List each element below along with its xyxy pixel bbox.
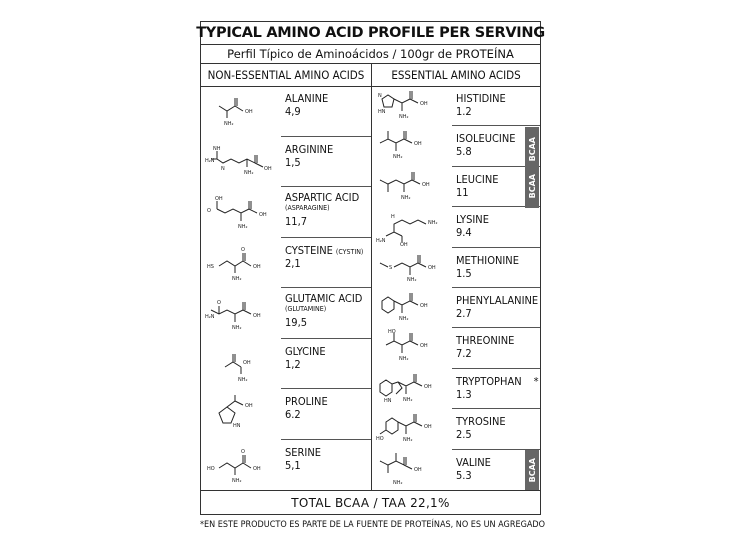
svg-text:HO: HO bbox=[388, 329, 396, 336]
svg-text:OH: OH bbox=[215, 196, 223, 202]
svg-text:H₂N: H₂N bbox=[205, 314, 215, 320]
svg-text:NH₂: NH₂ bbox=[401, 194, 411, 201]
amino-acid-value: 7.2 bbox=[456, 347, 472, 361]
svg-text:NH₂: NH₂ bbox=[399, 316, 409, 322]
amino-acid-table bbox=[196, 21, 545, 515]
svg-text:NH₂: NH₂ bbox=[224, 121, 234, 127]
non-essential-row-arginine bbox=[201, 137, 371, 188]
svg-text:HN: HN bbox=[233, 423, 241, 429]
non-essential-row-aspartic bbox=[201, 187, 371, 238]
svg-text:OH: OH bbox=[420, 343, 428, 350]
non-essential-header: NON-ESSENTIAL AMINO ACIDS bbox=[201, 63, 372, 87]
total-bcaa: TOTAL BCAA / TAA 22,1% bbox=[201, 490, 540, 515]
amino-acid-value: 1.2 bbox=[456, 105, 472, 118]
svg-text:NH₂: NH₂ bbox=[244, 169, 254, 176]
amino-acid-name: CYSTEINE (CYSTIN) bbox=[285, 243, 364, 257]
amino-acid-name: PROLINE bbox=[285, 395, 328, 408]
amino-acid-name: SERINE bbox=[285, 445, 321, 459]
svg-text:O: O bbox=[217, 300, 221, 306]
svg-text:O: O bbox=[207, 208, 211, 214]
amino-acid-value: 1,2 bbox=[285, 357, 301, 371]
svg-text:NH₂: NH₂ bbox=[232, 275, 242, 282]
isoleucine-structure-icon bbox=[376, 127, 446, 171]
svg-text:OH: OH bbox=[422, 181, 430, 188]
non-essential-row-glutamic bbox=[201, 288, 371, 339]
svg-text:HS: HS bbox=[207, 263, 214, 270]
svg-text:S: S bbox=[389, 264, 393, 271]
amino-acid-note: (GLUTAMINE) bbox=[285, 305, 327, 313]
svg-text:O: O bbox=[241, 448, 245, 455]
essential-row-tyrosine bbox=[372, 409, 540, 449]
amino-acid-value: 11,7 bbox=[285, 215, 308, 228]
amino-acid-value: 5.3 bbox=[456, 468, 472, 482]
svg-text:N: N bbox=[221, 165, 225, 172]
cysteine-structure-icon bbox=[205, 244, 275, 288]
essential-row-isoleucine bbox=[372, 126, 540, 166]
svg-text:O: O bbox=[241, 246, 245, 253]
table-title: TYPICAL AMINO ACID PROFILE PER SERVING bbox=[201, 22, 540, 45]
non-essential-row-cysteine bbox=[201, 238, 371, 289]
leucine-structure-icon bbox=[376, 168, 446, 212]
amino-acid-name: LYSINE bbox=[456, 213, 489, 227]
essential-row-phenylalanine bbox=[372, 288, 540, 328]
tryptophan-structure-icon bbox=[376, 370, 446, 414]
aspartic-structure-icon bbox=[205, 193, 275, 237]
lysine-structure-icon bbox=[376, 208, 446, 252]
svg-text:OH: OH bbox=[420, 303, 428, 309]
amino-acid-value: 11 bbox=[456, 185, 469, 199]
amino-acid-value: 2.7 bbox=[456, 307, 472, 320]
bcaa-label: BCAA bbox=[527, 137, 537, 162]
svg-text:N: N bbox=[378, 93, 382, 99]
amino-acid-note: * bbox=[533, 374, 539, 388]
svg-text:HO: HO bbox=[207, 465, 215, 472]
essential-row-threonine bbox=[372, 328, 540, 368]
table-subtitle: Perfil Típico de Aminoácidos / 100gr de PROTEÍNA bbox=[201, 44, 540, 64]
glutamic-structure-icon bbox=[205, 294, 275, 338]
amino-acid-name: VALINE bbox=[456, 455, 491, 469]
amino-acid-value: 6.2 bbox=[285, 408, 301, 421]
histidine-structure-icon bbox=[376, 87, 446, 131]
amino-acid-value: 5,1 bbox=[285, 458, 301, 472]
essential-row-leucine bbox=[372, 167, 540, 207]
svg-text:HN: HN bbox=[378, 109, 386, 115]
svg-text:NH: NH bbox=[213, 145, 221, 152]
amino-acid-value: 2,1 bbox=[285, 256, 301, 270]
essential-row-valine bbox=[372, 450, 540, 490]
phenylalanine-structure-icon bbox=[376, 289, 446, 336]
svg-text:OH: OH bbox=[245, 109, 253, 115]
tyrosine-structure-icon bbox=[376, 410, 446, 454]
svg-text:NH₂: NH₂ bbox=[403, 437, 413, 444]
amino-acid-name: PHENYLALANINE bbox=[456, 294, 539, 307]
svg-text:NH₂: NH₂ bbox=[393, 479, 403, 486]
amino-acid-name: METHIONINE bbox=[456, 253, 519, 267]
non-essential-row-proline bbox=[201, 389, 371, 440]
svg-text:OH: OH bbox=[259, 212, 267, 218]
svg-text:HN: HN bbox=[384, 397, 392, 404]
amino-acid-note: (ASPARAGINE) bbox=[285, 204, 330, 212]
svg-text:OH: OH bbox=[264, 165, 272, 172]
svg-text:NH₂: NH₂ bbox=[399, 114, 409, 120]
svg-text:NH₂: NH₂ bbox=[238, 224, 248, 230]
valine-structure-icon bbox=[376, 451, 446, 495]
svg-text:OH: OH bbox=[424, 424, 432, 431]
svg-text:OH: OH bbox=[428, 264, 436, 271]
svg-text:NH₂: NH₂ bbox=[232, 325, 242, 331]
svg-text:OH: OH bbox=[400, 242, 408, 249]
svg-text:OH: OH bbox=[253, 263, 261, 270]
svg-text:OH: OH bbox=[424, 383, 432, 390]
non-essential-row-glycine bbox=[201, 339, 371, 390]
amino-acid-value: 2.5 bbox=[456, 428, 472, 442]
amino-acid-value: 1.5 bbox=[456, 266, 472, 280]
svg-text:OH: OH bbox=[253, 465, 261, 472]
svg-text:NH₂: NH₂ bbox=[238, 376, 248, 383]
non-essential-row-serine bbox=[201, 440, 371, 491]
svg-text:OH: OH bbox=[420, 101, 428, 107]
amino-acid-name: ARGININE bbox=[285, 142, 334, 156]
bcaa-tag bbox=[525, 127, 539, 208]
essential-row-histidine bbox=[372, 86, 540, 126]
threonine-structure-icon bbox=[376, 329, 446, 373]
amino-acid-name: ASPARTIC ACID (ASPARAGINE) bbox=[285, 191, 360, 212]
alanine-structure-icon bbox=[205, 92, 275, 136]
svg-text:OH: OH bbox=[245, 403, 253, 409]
amino-acid-name: TRYPTOPHAN * bbox=[456, 374, 539, 388]
svg-text:OH: OH bbox=[243, 359, 251, 366]
amino-acid-value: 1,5 bbox=[285, 155, 301, 169]
svg-text:OH: OH bbox=[414, 141, 422, 148]
bcaa-label: BCAA bbox=[527, 173, 537, 198]
amino-acid-name: HISTIDINE bbox=[456, 92, 506, 105]
amino-acid-name: TYROSINE bbox=[456, 415, 506, 429]
svg-text:NH₂: NH₂ bbox=[407, 276, 417, 283]
essential-header: ESSENTIAL AMINO ACIDS bbox=[372, 63, 540, 87]
amino-acid-value: 1.3 bbox=[456, 387, 472, 401]
amino-acid-value: 19,5 bbox=[285, 316, 308, 329]
methionine-structure-icon bbox=[376, 249, 446, 293]
footnote: *EN ESTE PRODUCTO ES PARTE DE LA FUENTE DE PROTEÍNAS, NO ES UN AGREGADO bbox=[200, 520, 545, 530]
amino-acid-name: ALANINE bbox=[285, 92, 329, 105]
svg-text:H₂N: H₂N bbox=[205, 157, 215, 164]
amino-acid-name: ISOLEUCINE bbox=[456, 132, 516, 146]
svg-text:OH: OH bbox=[414, 466, 422, 473]
bcaa-label: BCAA bbox=[527, 457, 537, 483]
essential-row-methionine bbox=[372, 248, 540, 288]
amino-acid-name: GLUTAMIC ACID (GLUTAMINE) bbox=[285, 292, 363, 313]
svg-text:HO: HO bbox=[376, 436, 384, 443]
arginine-structure-icon bbox=[205, 143, 275, 187]
amino-acid-name: GLYCINE bbox=[285, 344, 326, 358]
glycine-structure-icon bbox=[205, 345, 275, 389]
non-essential-row-alanine bbox=[201, 86, 371, 137]
svg-text:OH: OH bbox=[253, 313, 261, 319]
svg-text:H₂N: H₂N bbox=[376, 238, 386, 245]
bcaa-tag bbox=[525, 450, 539, 490]
svg-text:NH₂: NH₂ bbox=[403, 396, 413, 403]
svg-text:NH₂: NH₂ bbox=[428, 220, 438, 227]
svg-text:NH₂: NH₂ bbox=[393, 154, 403, 161]
amino-acid-name: THREONINE bbox=[456, 334, 515, 348]
essential-row-tryptophan bbox=[372, 369, 540, 409]
amino-acid-value: 4,9 bbox=[285, 105, 301, 118]
amino-acid-note: (CYSTIN) bbox=[335, 247, 364, 256]
essential-row-lysine bbox=[372, 207, 540, 247]
svg-text:NH₂: NH₂ bbox=[232, 477, 242, 484]
svg-text:NH₂: NH₂ bbox=[399, 356, 409, 363]
svg-text:H: H bbox=[391, 214, 395, 221]
amino-acid-name: LEUCINE bbox=[456, 172, 499, 186]
serine-structure-icon bbox=[205, 446, 275, 490]
amino-acid-value: 5.8 bbox=[456, 145, 472, 159]
proline-structure-icon bbox=[205, 395, 275, 439]
amino-acid-value: 9.4 bbox=[456, 226, 472, 240]
